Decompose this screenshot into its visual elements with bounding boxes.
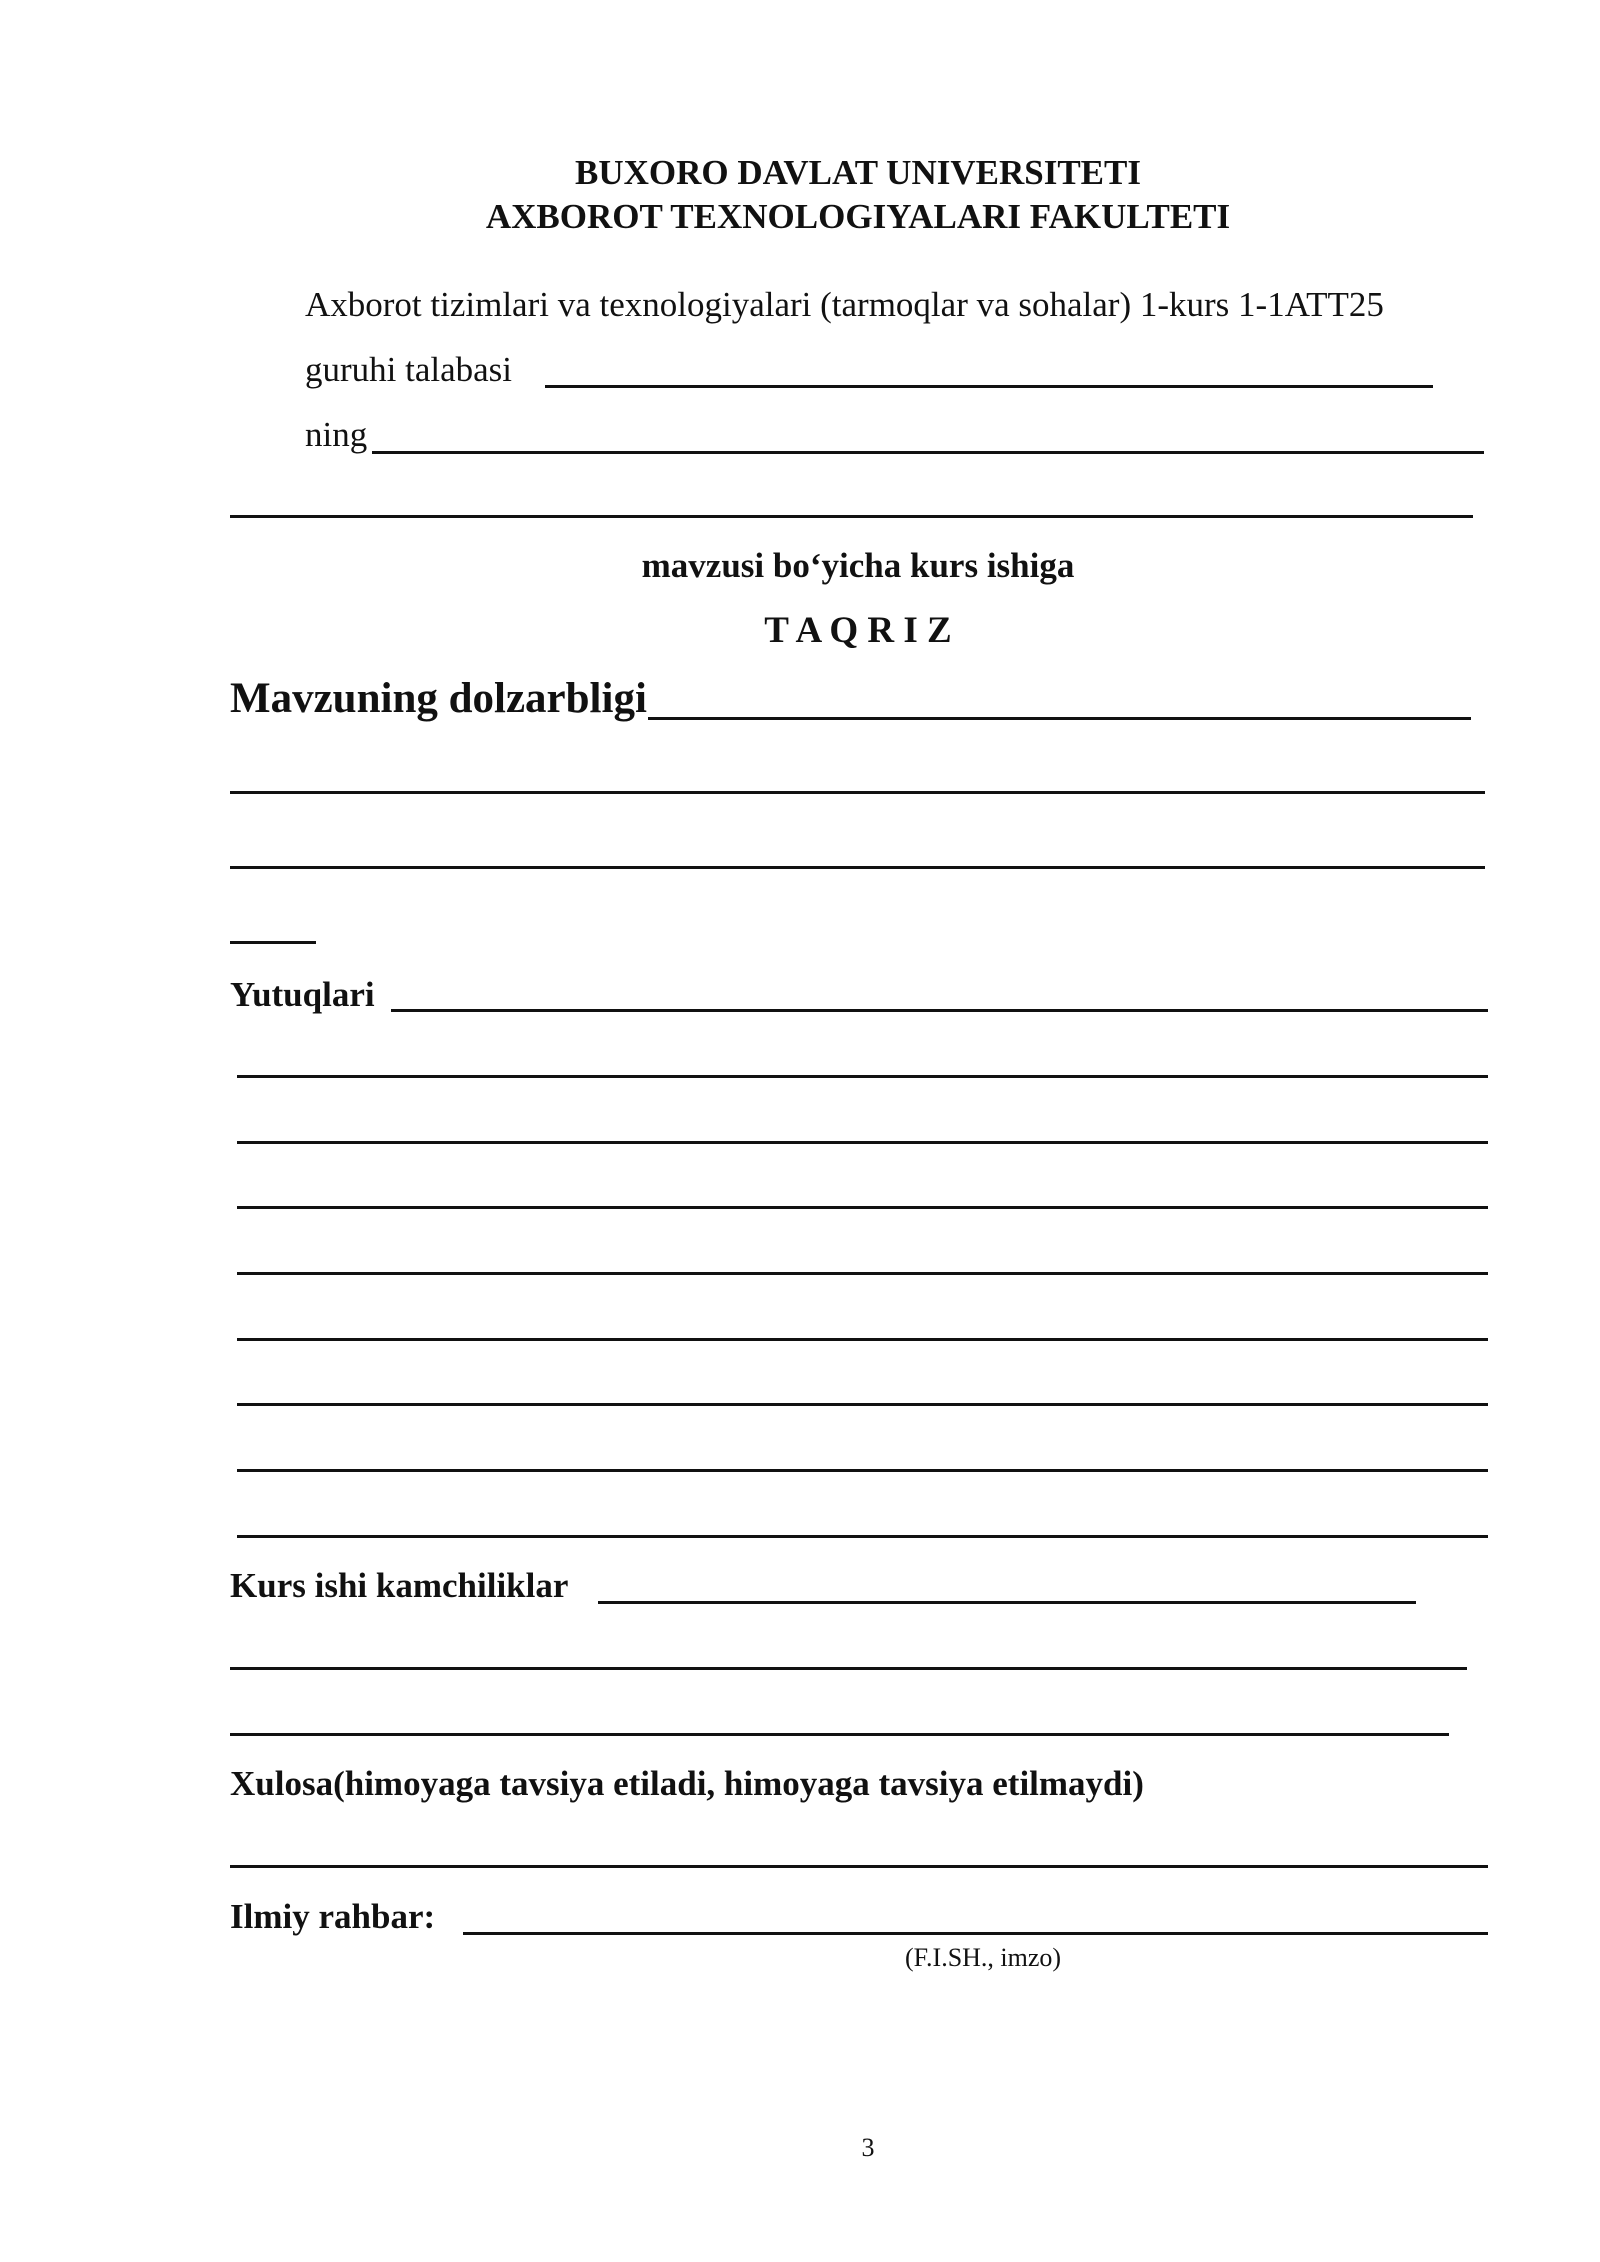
university-name: BUXORO DAVLAT UNIVERSITETI xyxy=(575,153,1141,192)
conclusion-label: Xulosa(himoyaga tavsiya etiladi, himoyaga tavsiya etilmaydi) xyxy=(230,1764,1144,1803)
achievements-field-line-5[interactable] xyxy=(237,1272,1488,1275)
conclusion-field-line[interactable] xyxy=(230,1865,1488,1868)
achievements-field-line-7[interactable] xyxy=(237,1403,1488,1406)
achievements-field-line-9[interactable] xyxy=(237,1535,1488,1538)
shortcomings-field-line-1[interactable] xyxy=(598,1601,1416,1604)
relevance-field-line-3[interactable] xyxy=(230,866,1485,869)
achievements-field-line-3[interactable] xyxy=(237,1141,1488,1144)
achievements-field-line-8[interactable] xyxy=(237,1469,1488,1472)
supervisor-label: Ilmiy rahbar: xyxy=(230,1897,436,1936)
achievements-field-line-6[interactable] xyxy=(237,1338,1488,1341)
relevance-field-line-2[interactable] xyxy=(230,791,1485,794)
intro-line-program: Axborot tizimlari va texnologiyalari (tarmoqlar va sohalar) 1-kurs 1-1ATT25 xyxy=(305,285,1384,324)
signature-caption: (F.I.SH., imzo) xyxy=(905,1943,1062,1972)
intro-line-student-label: guruhi talabasi xyxy=(305,350,513,389)
achievements-field-line-2[interactable] xyxy=(237,1075,1488,1078)
topic-caption: mavzusi bo‘yicha kurs ishiga xyxy=(641,546,1075,585)
page-number: 3 xyxy=(861,2133,875,2162)
relevance-field-line-1[interactable] xyxy=(648,717,1471,720)
shortcomings-field-line-2[interactable] xyxy=(230,1667,1467,1670)
relevance-label: Mavzuning dolzarbligi xyxy=(230,675,647,722)
achievements-field-line-1[interactable] xyxy=(391,1009,1488,1012)
faculty-name: AXBOROT TEXNOLOGIYALARI FAKULTETI xyxy=(485,197,1231,236)
shortcomings-field-line-3[interactable] xyxy=(230,1733,1449,1736)
document-title: T A Q R I Z xyxy=(764,610,952,651)
student-name-field[interactable] xyxy=(545,385,1433,388)
shortcomings-label: Kurs ishi kamchiliklar xyxy=(230,1566,569,1605)
intro-line-ning: ning xyxy=(305,415,368,454)
achievements-field-line-4[interactable] xyxy=(237,1206,1488,1209)
topic-field-line-1[interactable] xyxy=(372,451,1484,454)
topic-field-line-2[interactable] xyxy=(230,515,1473,518)
relevance-field-line-4[interactable] xyxy=(230,941,316,944)
supervisor-signature-field[interactable] xyxy=(463,1932,1488,1935)
achievements-label: Yutuqlari xyxy=(230,975,375,1014)
